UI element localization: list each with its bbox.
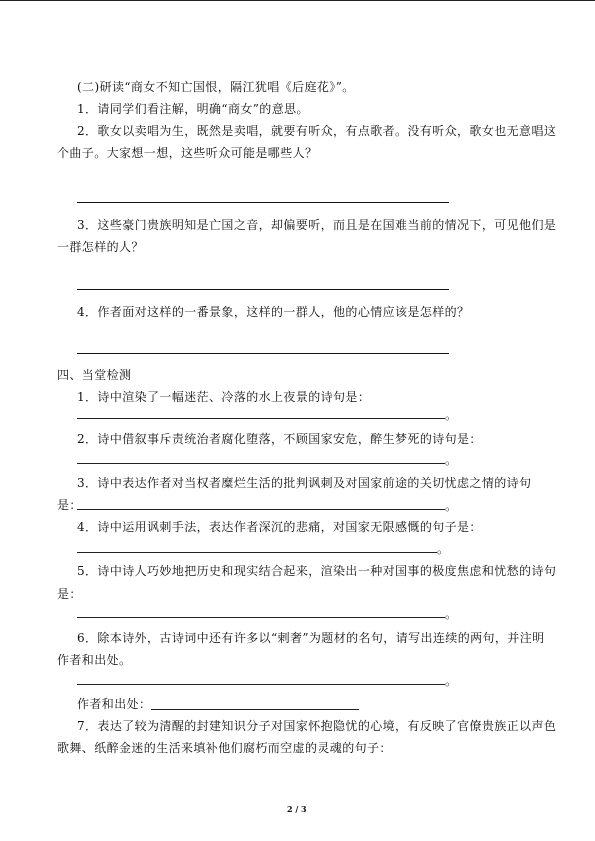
answer-line-q3[interactable]	[77, 289, 449, 290]
answer-line-q4[interactable]	[77, 353, 449, 354]
period: 。	[437, 542, 450, 556]
exercise-5-line-1: 5．诗中诗人巧妙地把历史和现实结合起来，渲染出一种对国事的极度焦虑和忧愁的诗句	[77, 564, 557, 578]
question-3-line-1: 3．这些豪门贵族明知是亡国之音，却偏要听，而且是在国难当前的情况下，可见他们是	[77, 218, 557, 232]
answer-line-ex4[interactable]	[77, 552, 437, 553]
question-1: 1．请同学们看注解，明确“商女”的意思。	[77, 102, 309, 116]
exercise-6-line-2: 作者和出处。	[57, 653, 132, 667]
period: 。	[445, 607, 458, 621]
exercise-1: 1．诗中渲染了一幅迷茫、冷落的水上夜景的诗句是：	[77, 390, 371, 404]
exercise-6-line-1: 6．除本诗外，古诗词中还有许多以“剌奢”为题材的名句，请写出连续的两句，并注明	[77, 631, 545, 645]
period: 。	[445, 453, 458, 467]
page-top-border	[0, 0, 595, 1]
exercise-2: 2．诗中借叙事斥责统治者腐化堕落，不顾国家安危，醉生梦死的诗句是：	[77, 432, 482, 446]
exercise-7-line-1: 7．表达了较为清醒的封建知识分子对国家怀抱隐忧的心境，有反映了官僚贵族正以声色	[77, 719, 557, 733]
answer-line-q2[interactable]	[77, 202, 449, 203]
answer-line-ex3[interactable]	[77, 509, 445, 510]
question-2-line-1: 2．歌女以卖唱为生，既然是卖唱，就要有听众，有点歌者。没有听众，歌女也无意唱这	[77, 124, 557, 138]
period: 。	[445, 408, 458, 422]
exercise-7-line-2: 歌舞、纸醉金迷的生活来填补他们腐朽而空虚的灵魂的句子：	[57, 741, 392, 755]
author-source-label: 作者和出处：	[77, 697, 152, 711]
section2-title: (二)研读“商女不知亡国恨，隔江犹唱《后庭花》”。	[77, 80, 355, 94]
exercise-3-prefix: 是：	[57, 498, 82, 512]
answer-line-ex2[interactable]	[77, 463, 445, 464]
period: 。	[445, 674, 458, 688]
question-4: 4．作者面对这样的一番景象，这样的一群人，他的心情应该是怎样的？	[77, 305, 470, 319]
answer-line-ex5[interactable]	[77, 617, 445, 618]
exercise-4: 4．诗中运用讽刺手法，表达作者深沉的悲痛，对国家无限感慨的句子是：	[77, 520, 482, 534]
section4-title: 四、当堂检测	[57, 368, 132, 382]
question-2-line-2: 个曲子。大家想一想，这些听众可能是哪些人？	[57, 146, 318, 160]
answer-line-ex1[interactable]	[77, 418, 445, 419]
author-source-line[interactable]	[151, 709, 359, 710]
exercise-3-line-1: 3．诗中表达作者对当权者糜烂生活的批判讽刺及对国家前途的关切忧虑之情的诗句	[77, 476, 532, 490]
answer-line-ex6[interactable]	[77, 684, 445, 685]
question-3-line-2: 一群怎样的人？	[57, 240, 144, 254]
page-number: 2 / 3	[287, 804, 307, 814]
period: 。	[445, 499, 458, 513]
exercise-5-prefix: 是：	[57, 587, 82, 601]
